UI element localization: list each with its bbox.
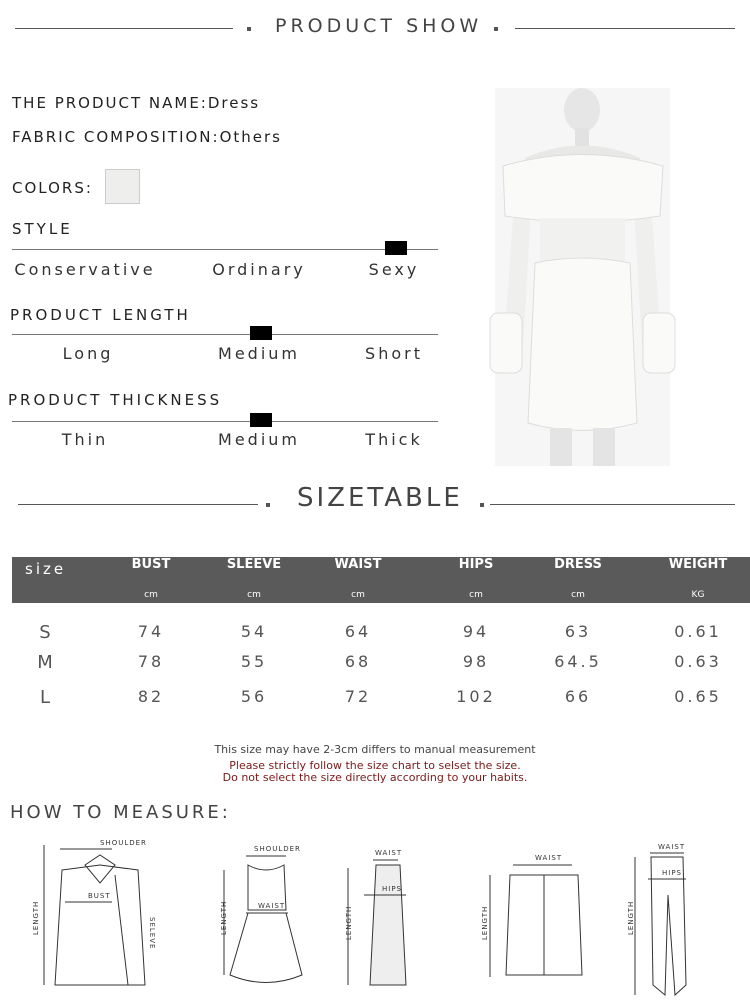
bust-label: BUST [88,892,111,900]
table-cell: 68 [344,652,372,671]
size-cell: S [39,622,51,643]
length-label: LENGTH [32,900,40,935]
hips-label: HIPS [662,869,682,877]
scale-option: Medium [218,430,300,449]
scale-option: Thick [365,430,423,449]
color-swatch[interactable] [105,169,140,204]
colors-label: COLORS: [12,179,93,197]
scale-marker [385,241,407,255]
table-cell: 74 [137,622,165,641]
divider [490,504,735,505]
sleeve-label: SELEVE [148,917,156,950]
jacket-measure-diagram [32,835,190,995]
divider [15,28,233,29]
divider-dot [266,503,270,507]
waist-label: WAIST [535,854,563,862]
divider-dot [494,27,498,31]
table-cell: 64 [344,622,372,641]
table-cell: 63 [564,622,592,641]
table-cell: 78 [137,652,165,671]
table-cell: 0.65 [674,687,722,706]
shoulder-label: SHOULDER [254,845,301,853]
product-image [495,88,670,466]
size-warning-2: Do not select the size directly according to your habits. [222,771,528,784]
scale-option: Conservative [14,260,156,279]
fabric-composition [12,128,282,146]
column-header-size: size [25,560,67,578]
table-cell: 72 [344,687,372,706]
fabric-value: Others [219,128,282,146]
column-unit: KG [691,590,705,600]
table-cell: 55 [240,652,268,671]
waist-label: WAIST [258,902,286,910]
table-cell: 98 [462,652,490,671]
column-header: DRESS [554,557,602,572]
scale-track [12,334,438,335]
table-cell: 102 [456,687,496,706]
divider [515,28,735,29]
length-label: LENGTH [627,900,635,935]
column-header: SLEEVE [226,557,282,572]
divider-dot [480,503,484,507]
column-unit: cm [469,590,483,600]
table-cell: 66 [564,687,592,706]
column-unit: cm [144,590,158,600]
skirt-measure-diagram [340,835,440,995]
fabric-label: FABRIC COMPOSITION: [12,128,220,146]
table-cell: 54 [240,622,268,641]
table-cell: 64.5 [554,652,602,671]
scale-track [12,249,438,250]
table-cell: 0.61 [674,622,722,641]
scale-option: Ordinary [212,260,306,279]
waist-label: WAIST [658,843,686,851]
column-header: HIPS [458,557,494,572]
column-unit: cm [571,590,585,600]
length-label: LENGTH [481,905,489,940]
table-cell: 0.63 [674,652,722,671]
section-title-how-to-measure: HOW TO MEASURE: [10,802,231,823]
column-header: WAIST [334,557,382,572]
pants-measure-diagram [620,835,690,1000]
scale-marker [250,326,272,340]
scale-title: PRODUCT LENGTH [10,306,191,324]
column-unit: cm [351,590,365,600]
size-cell: M [37,652,53,673]
shoulder-label: SHOULDER [100,839,147,847]
length-label: LENGTH [345,905,353,940]
product-name-value: Dress [207,94,261,112]
section-title-sizetable: SIZETABLE [297,483,463,513]
table-cell: 56 [240,687,268,706]
column-header: BUST [131,557,171,572]
scale-track [12,421,438,422]
scale-option: Medium [218,344,300,363]
size-cell: L [39,687,51,708]
size-warning-1: Please strictly follow the size chart to selset the size. [229,759,521,772]
table-cell: 82 [137,687,165,706]
scale-option: Long [62,344,114,363]
product-name-label: THE PRODUCT NAME: [12,94,208,112]
hips-label: HIPS [382,885,402,893]
scale-title: PRODUCT THICKNESS [8,391,223,409]
scale-marker [250,413,272,427]
measurement-note: This size may have 2-3cm differs to manual measurement [214,743,536,756]
table-cell: 94 [462,622,490,641]
section-title-product-show: PRODUCT SHOW [275,15,483,37]
length-label: LENGTH [220,900,228,935]
mini-skirt-measure-diagram [470,835,590,995]
waist-label: WAIST [375,849,403,857]
scale-option: Short [365,344,423,363]
divider [18,504,258,505]
product-name [12,94,260,112]
scale-title: STYLE [12,220,73,238]
scale-option: Thin [61,430,109,449]
scale-option: Sexy [368,260,420,279]
column-header: WEIGHT [668,557,728,572]
dress-measure-diagram [210,835,320,995]
divider-dot [247,27,251,31]
column-unit: cm [247,590,261,600]
